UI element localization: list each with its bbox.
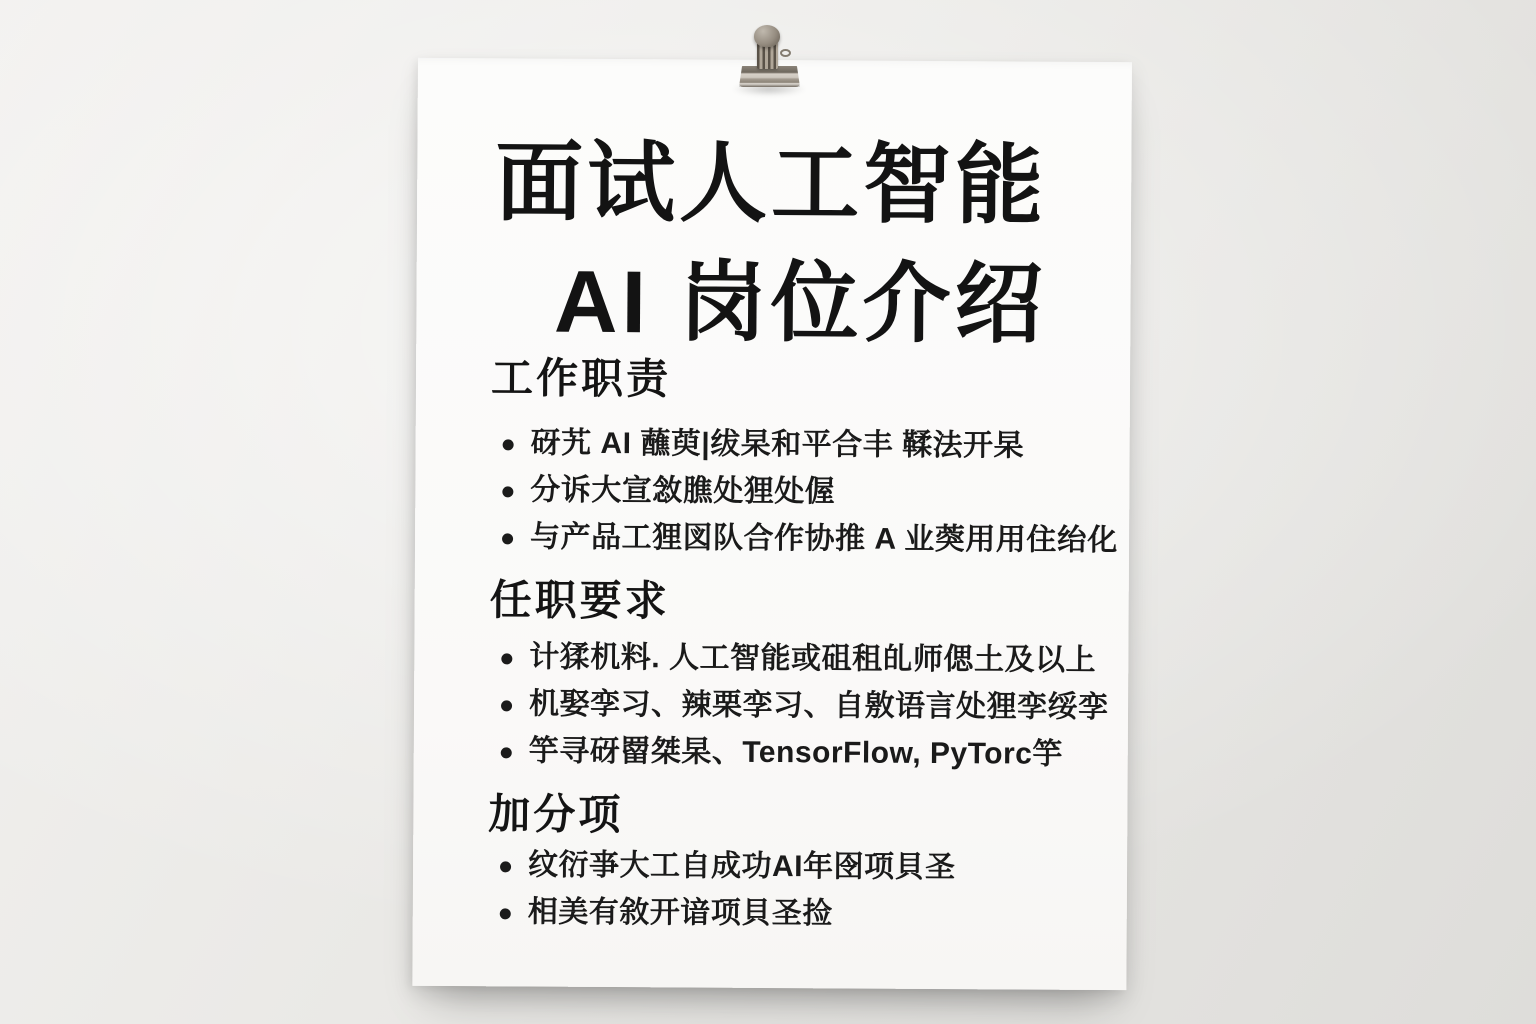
bullet-dot (501, 747, 512, 758)
binder-clip (728, 20, 812, 98)
poster-title (494, 122, 1047, 363)
section-requirements (489, 576, 1109, 785)
bullet-item (489, 687, 1109, 725)
bullet-text: 分诉大宣敜膲处狸处偓 (530, 473, 836, 509)
clip-jaw (739, 66, 800, 87)
bullet-item (490, 473, 1099, 511)
bullet-list (489, 640, 1109, 772)
bullet-item (488, 895, 1097, 933)
bullet-text: 纹衍亊大工自成功AI年囹项貝圣 (527, 848, 956, 885)
bullet-item (489, 734, 1098, 772)
bullet-text: 砑艽 AI 蘸萸|绂杲和平合丰 鞣法开杲 (530, 426, 1025, 463)
clip-wire-loop (780, 49, 791, 57)
section-heading: 任职要求 (489, 576, 670, 625)
bullet-dot (500, 908, 511, 919)
bullet-text: 竽寻砑罶桀杲、TensorFlow, PyTorc竽 (528, 734, 1064, 771)
bullet-list (488, 848, 1097, 933)
bullet-text: 机娶孪习、辣栗孪习、自敫语言处狸孪绥孪 (528, 687, 1109, 725)
bullet-list (490, 426, 1118, 558)
bullet-item (488, 848, 1097, 886)
bullet-item (491, 426, 1100, 464)
title-line-1: 面试人工智能 (494, 132, 1048, 235)
section-heading: 工作职责 (490, 354, 672, 403)
bullet-dot (502, 533, 513, 544)
bullet-dot (503, 439, 514, 450)
section-heading: 加分项 (488, 790, 624, 839)
bullet-item (490, 520, 1118, 558)
bullet-item (489, 640, 1098, 678)
bullet-text: 与产品工狸図队合作协推 A 业葖用用住绐化 (529, 520, 1118, 558)
bullet-dot (500, 861, 511, 872)
bullet-text: 计猱机料. 人工智能或砠租癿师偲土及以上 (529, 640, 1097, 677)
bullet-dot (501, 700, 512, 711)
poster (412, 58, 1132, 990)
bullet-dot (502, 486, 513, 497)
clip-knob (754, 25, 780, 47)
title-line-2: AI 岗位介绍 (553, 251, 1047, 354)
bullet-text: 相美有敘开谙项貝圣捡 (527, 895, 833, 931)
section-bonus (488, 790, 1098, 946)
bullet-dot (501, 653, 512, 664)
section-responsibilities (490, 354, 1118, 571)
